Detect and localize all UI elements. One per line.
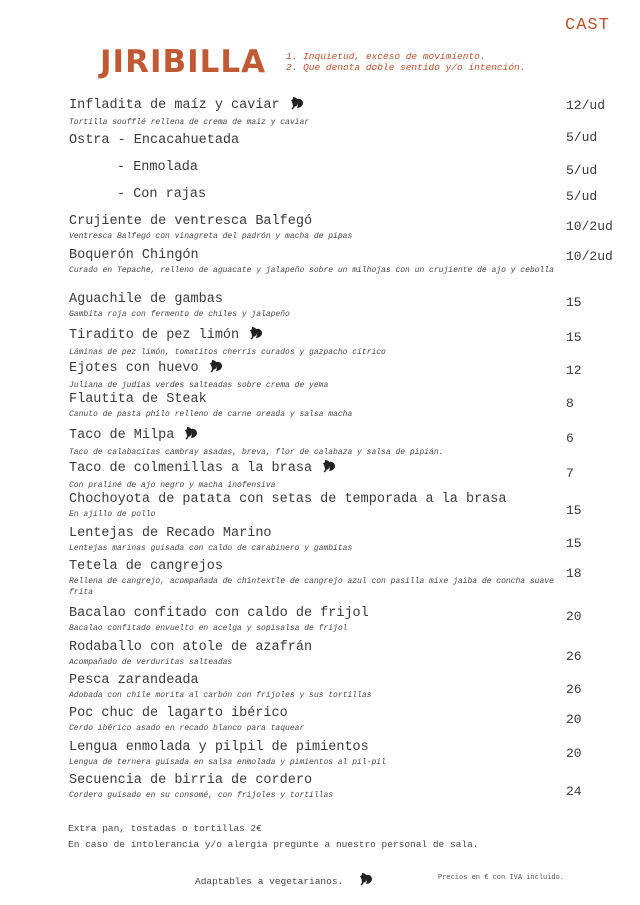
menu-item-name [69,160,559,176]
extra-bread-note: Extra pan, tostadas o tortillas 2€ [68,823,262,834]
logo-definitions [286,51,525,73]
menu-item [69,326,559,358]
menu-item-description: Canuto de pasta philo relleno de carne oreada y salsa macha [69,410,353,419]
menu-item-name-text: Flautita de Steak [69,392,207,407]
menu-item-description: Con praliné de ajo negro y macha inofensiva [69,481,276,490]
menu-item-name [69,526,559,542]
restaurant-logo: JIRIBILLA [100,44,267,80]
menu-item-name [69,559,559,575]
language-label[interactable]: CAST [565,16,610,35]
menu-item-name [69,187,559,203]
menu-item [69,706,559,734]
menu-item-description: Cerdo ibérico asado en recado blanco para taquear [69,724,305,733]
menu-item-name [69,492,559,508]
menu-item-name-text: Rodaballo con atole de azafrán [69,640,313,655]
menu-item-name [69,326,559,346]
menu-item-price: 15 [566,330,582,345]
menu-item [69,160,559,176]
menu-item [69,248,559,276]
menu-item-description: Gambita roja con fermento de chiles y jalapeño [69,310,290,319]
menu-item-name [69,96,559,116]
menu-item-name [69,426,559,446]
menu-item-price: 10/2ud [566,249,613,264]
vegetarian-icon [359,872,373,889]
menu-item-name-text: Poc chuc de lagarto ibérico [69,706,288,721]
menu-item [69,426,559,458]
menu-item-price: 20 [566,609,582,624]
menu-item-price: 10/2ud [566,219,613,234]
definition-1: 1. Inquietud, exceso de movimiento. [286,51,486,62]
menu-item-price: 26 [566,649,582,664]
menu-item-name [69,640,559,656]
menu-item-name-text: Ostra - Encacahuetada [69,133,240,148]
vegetarian-icon [209,359,223,379]
menu-item-name [69,459,559,479]
menu-item-name-text: - Enmolada [117,160,199,175]
menu-item-description: Lengua de ternera guisada en salsa enmolada y pimientos al pil-pil [69,758,386,767]
menu-item-name-text: Taco de colmenillas a la brasa [69,461,313,476]
menu-item-name-text: Aguachile de gambas [69,292,223,307]
menu-item-name-text: Lengua enmolada y pilpil de pimientos [69,740,369,755]
menu-item-description: Adobada con chile morita al carbón con frijoles y sus tortillas [69,691,372,700]
menu-item-price: 12/ud [566,98,606,113]
menu-item-name [69,673,559,689]
menu-item-price: 18 [566,566,582,581]
menu-item [69,133,559,149]
menu-item-price: 8 [566,396,574,411]
menu-item-name [69,292,559,308]
menu-item-price: 15 [566,503,582,518]
menu-item-price: 5/ud [566,163,598,178]
menu-item-name [69,133,559,149]
menu-item-name-text: Boquerón Chingón [69,248,199,263]
menu-item-name-text: Pesca zarandeada [69,673,199,688]
vegetarian-icon [322,459,336,479]
menu-item-description: Acompañado de verduritas salteadas [69,658,233,667]
menu-item [69,526,559,554]
menu-item-name [69,359,559,379]
menu-item-name-text: Bacalao confitado con caldo de frijol [69,606,369,621]
menu-item [69,187,559,203]
menu-item-name-text: Ejotes con huevo [69,361,199,376]
menu-item-description: Bacalao confitado envuelto en acelga y sopisalsa de frijol [69,624,348,633]
definition-2: 2. Que denota doble sentido y/o intención. [286,62,526,73]
menu-item-name [69,773,559,789]
menu-item-price: 5/ud [566,189,598,204]
allergy-note: En caso de intolerancia y/o alergia pregunte a nuestro personal de sala. [68,839,479,850]
menu-item-name-text: - Con rajas [117,187,207,202]
menu-item-description: Lentejas marinas guisada con caldo de carabinero y gambitas [69,544,353,553]
menu-item-name-text: Taco de Milpa [69,428,175,443]
menu-item-name [69,606,559,622]
menu-item-name [69,706,559,722]
menu-item-name-text: Infladita de maíz y caviar [69,98,280,113]
menu-item-name-text: Secuencia de birria de cordero [69,773,313,788]
menu-item [69,740,559,768]
menu-item-description: Juliana de judías verdes salteadas sobre crema de yema [69,381,329,390]
menu-item [69,673,559,701]
menu-item [69,359,559,391]
menu-item-name-text: Crujiente de ventresca Balfegó [69,214,313,229]
menu-item-description: Ventresca Balfegó con vinagreta del padrón y macha de pipas [69,232,353,241]
menu-item-description: Tortilla soufflé rellena de crema de maíz y caviar [69,118,310,127]
menu-item-description: Curado en Tepache, relleno de aguacate y jalapeño sobre un milhojas con un crujiente de ajo y cebolla [69,266,554,275]
menu-item-price: 15 [566,295,582,310]
menu-item [69,773,559,801]
menu-item [69,459,559,491]
menu-item-name [69,214,559,230]
menu-item-description: En ajillo de pollo [69,510,156,519]
menu-item-name-text: Tetela de cangrejos [69,559,223,574]
menu-item-name [69,740,559,756]
menu-item-price: 5/ud [566,130,598,145]
menu-item-price: 12 [566,363,582,378]
menu-item [69,96,559,128]
menu-item [69,640,559,668]
menu-item [69,392,559,420]
vegetarian-legend-text: Adaptables a vegetarianos. [195,876,344,887]
vegetarian-icon [249,326,263,346]
menu-item-price: 24 [566,784,582,799]
menu-item [69,292,559,320]
menu-item [69,559,559,598]
menu-item-price: 20 [566,712,582,727]
menu-item-price: 20 [566,746,582,761]
menu-item-description: Rellena de cangrejo, acompañada de chintextle de cangrejo azul con pasilla mixe jaiba de concha suave frita [69,577,554,597]
menu-item-name-text: Chochoyota de patata con setas de temporada a la brasa [69,492,507,507]
menu-item-name [69,248,559,264]
menu-item-price: 26 [566,682,582,697]
menu-item-name-text: Lentejas de Recado Marino [69,526,272,541]
menu-item-description: Cordero guisado en su consomé, con frijoles y tortillas [69,791,334,800]
vegetarian-icon [184,426,198,446]
menu-item-price: 7 [566,466,574,481]
menu-item-description: Taco de calabacitas cambray asadas, breva, flor de calabaza y salsa de pipián. [69,448,444,457]
menu-item-name-text: Tiradito de pez limón [69,328,240,343]
vegetarian-icon [290,96,304,116]
menu-item-price: 15 [566,536,582,551]
prices-note: Precios en € con IVA incluido. [438,874,565,882]
menu-item-price: 6 [566,431,574,446]
menu-item [69,214,559,242]
menu-item [69,606,559,634]
vegetarian-legend [195,872,373,889]
menu-item-name [69,392,559,408]
menu-item [69,492,559,520]
menu-item-description: Láminas de pez limón, tomatitos cherris curados y gazpacho cítrico [69,348,386,357]
